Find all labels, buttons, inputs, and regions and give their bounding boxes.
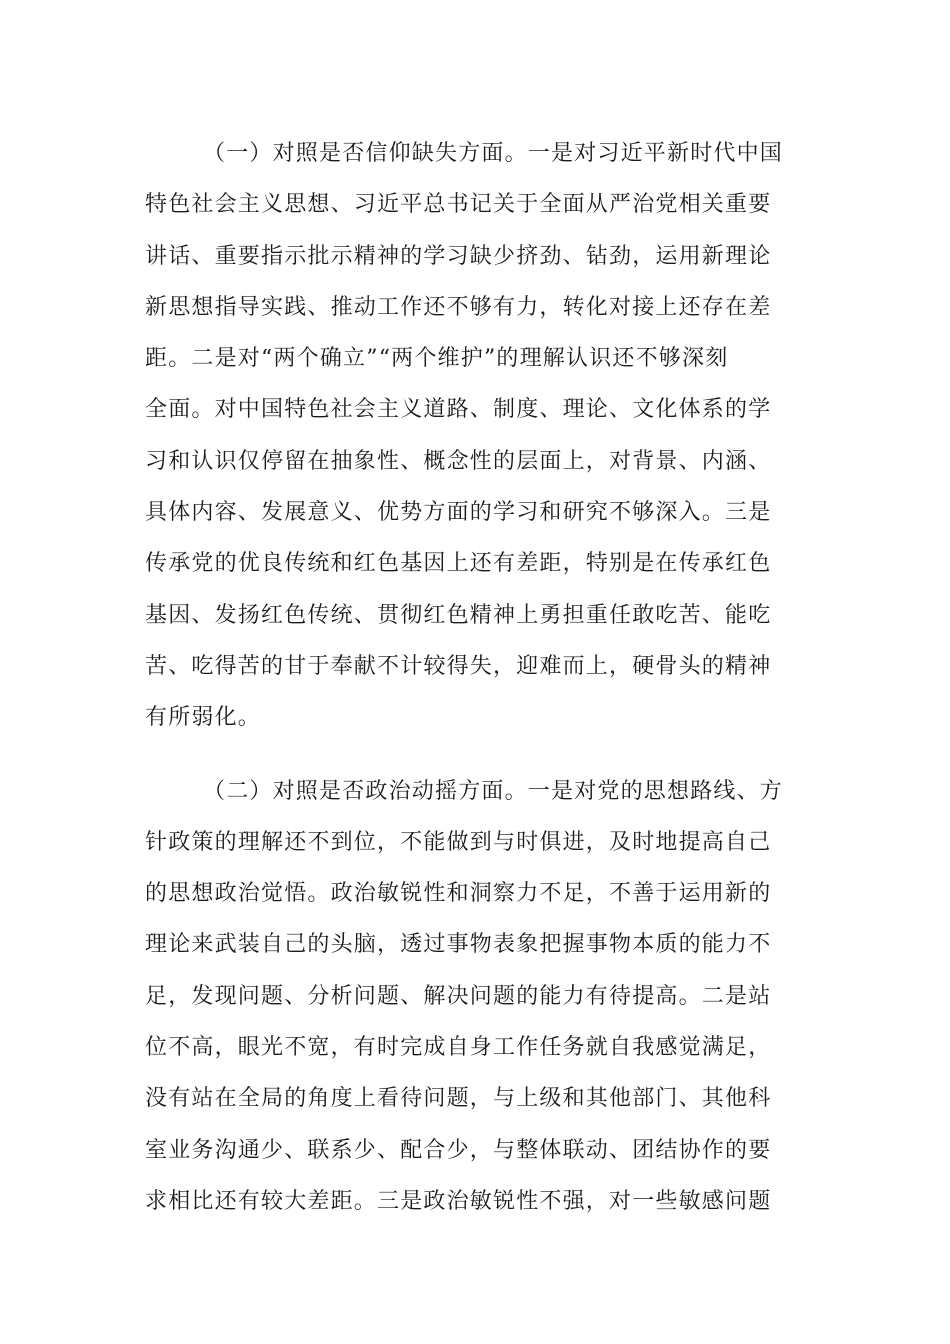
paragraph-2 [145, 766, 805, 1228]
paragraph-line: 位不高，眼光不宽，有时完成自身工作任务就自我感觉满足， [145, 1035, 772, 1061]
paragraph-line: 苦、吃得苦的甘于奉献不计较得失，迎难而上，硬骨头的精神 [145, 653, 772, 679]
paragraph-line: （二）对照是否政治动摇方面。一是对党的思想路线、方 [203, 778, 784, 804]
paragraph-line: 室业务沟通少、联系少、配合少，与整体联动、团结协作的要 [145, 1137, 772, 1163]
paragraph-line: 具体内容、发展意义、优势方面的学习和研究不够深入。三是 [145, 500, 772, 526]
paragraph-line: 没有站在全局的角度上看待问题，与上级和其他部门、其他科 [145, 1086, 772, 1112]
paragraph-1 [145, 128, 805, 744]
document-body [145, 128, 805, 1227]
paragraph-line: 讲话、重要指示批示精神的学习缺少挤劲、钻劲，运用新理论 [145, 243, 772, 269]
paragraph-line: 特色社会主义思想、习近平总书记关于全面从严治党相关重要 [145, 192, 772, 218]
paragraph-line: 针政策的理解还不到位，不能做到与时俱进，及时地提高自己 [145, 829, 772, 855]
paragraph-line: 距。二是对“两个确立”“两个维护”的理解认识还不够深刻 [145, 346, 729, 372]
paragraph-line: 习和认识仅停留在抽象性、概念性的层面上，对背景、内涵、 [145, 448, 772, 474]
paragraph-line: 理论来武装自己的头脑，透过事物表象把握事物本质的能力不 [145, 932, 772, 958]
paragraph-line: 足，发现问题、分析问题、解决问题的能力有待提高。二是站 [145, 983, 772, 1009]
paragraph-line: 全面。对中国特色社会主义道路、制度、理论、文化体系的学 [145, 397, 772, 423]
paragraph-line: 传承党的优良传统和红色基因上还有差距，特别是在传承红色 [145, 551, 772, 577]
paragraph-line: 求相比还有较大差距。三是政治敏锐性不强，对一些敏感问题 [145, 1188, 772, 1214]
paragraph-line: 有所弱化。 [145, 705, 262, 731]
paragraph-line: 的思想政治觉悟。政治敏锐性和洞察力不足，不善于运用新的 [145, 881, 772, 907]
paragraph-line: 基因、发扬红色传统、贯彻红色精神上勇担重任敢吃苦、能吃 [145, 602, 772, 628]
paragraph-line: （一）对照是否信仰缺失方面。一是对习近平新时代中国 [203, 141, 784, 166]
paragraph-spacer [145, 744, 805, 766]
paragraph-line: 新思想指导实践、推动工作还不够有力，转化对接上还存在差 [145, 294, 772, 320]
